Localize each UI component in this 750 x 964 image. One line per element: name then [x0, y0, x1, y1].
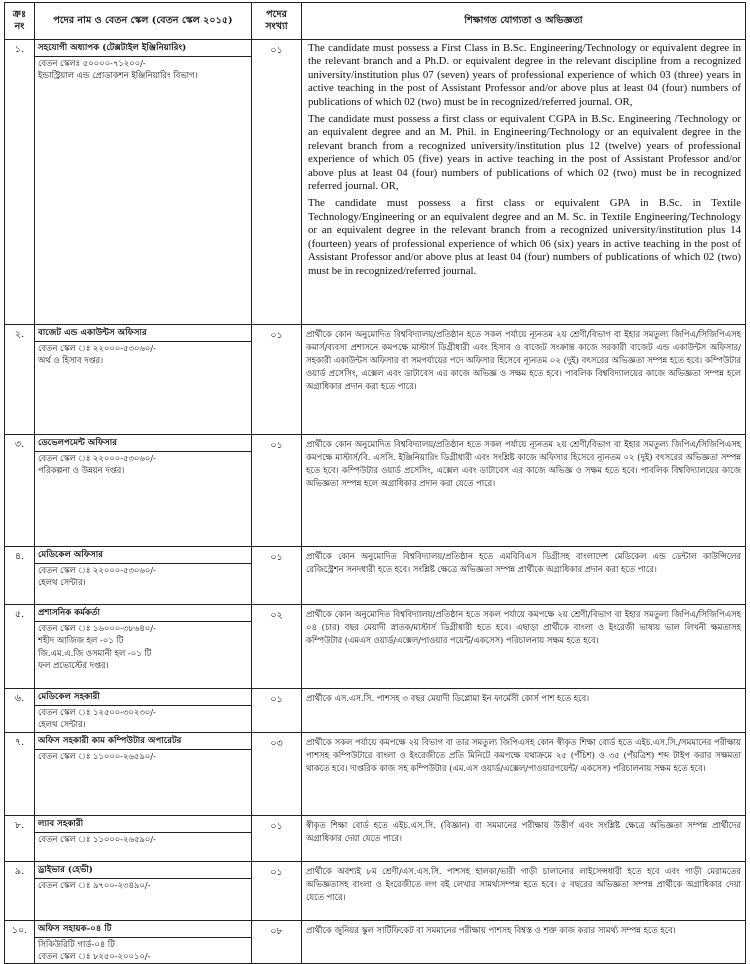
header-post-scale: পদের নাম ও বেতন স্কেল (বেতন স্কেল ২০১৫): [35, 3, 252, 40]
qualification-cell: [302, 40, 746, 325]
qualification-paragraph: প্রার্থীকে অবশ্যই ৮ম শ্রেণী/এস.এস.সি. পাশসহ হালকা/ভারী গাড়ী চালানোর লাইসেন্সধারী হতে হবে এবং গাড়ী মেরামতের অভিজ্ঞতাসহ বাংলা ও ইংরেজীতে লগ বই লেখার সামর্থ্যসম্পন্ন হতে হবে। ৫ বছরের অভিজ্ঞতা সম্পন্ন প্রার্থীকে অগ্রাধিকার দেয়া যেতে পারে।: [306, 866, 741, 902]
header-serial: ক্রঃ নং: [5, 3, 35, 40]
qualification-cell: [302, 733, 746, 816]
table-row: [5, 689, 746, 733]
table-row: [5, 547, 746, 605]
post-cell: [35, 816, 252, 862]
table-row: [5, 40, 746, 325]
qualification-paragraph: প্রার্থীকে এস.এস.সি. পাশসহ ৩ বছর মেয়াদী ডিপ্লোমা ইন ফার্মেসী কোর্স পাশ হতে হবে।: [306, 693, 590, 703]
qualification-paragraph: প্রার্থীকে সকল পর্যায়ে কমপক্ষে ২য় বিভাগ বা তার সমতুল্য জিপিএসহ কোন স্বীকৃত শিক্ষা বোর্ড হতে এইচ.এস.সি./সমমানের পরীক্ষায় পাশসহ কম্পিউটারে বাংলা ও ইংরেজীতে প্রতি মিনিটে কমপক্ষে যথাক্রমে ২৫ (পঁচিশ) ও ৩৫ (পঁয়ত্রিশ) শব্দ টাইপ করার সক্ষমতা থাকতে হবে। দাপ্তরিক কাজ সহ কম্পিউটার (এম.এস ওয়ার্ড/এক্সেল/পাওয়ারপয়েন্ট/ একসেস) পরিচালনায় সক্ষম হতে হবে।: [306, 737, 741, 773]
qualification-cell: [302, 862, 746, 921]
post-cell: [35, 547, 252, 605]
post-count: ০১: [252, 862, 302, 921]
post-cell: [35, 325, 252, 435]
post-count: ০১: [252, 689, 302, 733]
post-count: ০৮: [252, 921, 302, 964]
post-detail-line: বেতন স্কেল ঃ ৮২৫০-২০০১০/-: [38, 951, 151, 961]
qualification-paragraph: স্বীকৃত শিক্ষা বোর্ড হতে এইচ.এস.সি. (বিজ্ঞান) বা সমমানের পরীক্ষায় উত্তীর্ণ এবং সংশ্লিষ্ট ক্ষেত্রে অভিজ্ঞতা সম্পন্ন প্রার্থীদের অগ্রাধিকার দেয়া যেতে পারে।: [306, 820, 741, 843]
post-detail-line: ইন্ডাস্ট্রিয়াল এন্ড প্রোডাকশন ইঞ্জিনিয়ারিং বিভাগ।: [38, 70, 198, 80]
table-row: [5, 605, 746, 689]
post-detail-line: বেতন স্কেল ঃ ২২০০০-৫৩০৬০/-: [38, 564, 156, 575]
post-detail-line: ফল প্রভোস্টের দপ্তর।: [38, 660, 109, 670]
post-cell: [35, 862, 252, 921]
post-title: মেডিকেল অফিসার: [35, 549, 251, 564]
post-title: প্রশাসনিক কর্মকর্তা: [35, 607, 251, 622]
row-serial: ৫.: [5, 605, 35, 689]
post-detail-line: হেলথ সেন্টার।: [38, 719, 86, 729]
post-detail-line: শহীদ আজিজ হল -০১ টি: [38, 635, 124, 645]
qualification-cell: [302, 605, 746, 689]
job-circular-page: [4, 2, 745, 964]
post-count: ০১: [252, 547, 302, 605]
qualification-paragraph: The candidate must possess a first class or equivalent GPA in B.Sc. in Textile Technology/Engineering or an equivalent degree and an M. Sc. in Textile Engineering/Technology or an equivalent degree in the relevant branch from a recognized university/institution plus 14 (fourteen) years of professional experience of which 06 (six) years in active teaching in the post of Assistant Professor and/or above plus at least 04 (four) numbers of publications of which 02 (two) must be in recognized/referred journal.: [308, 197, 741, 277]
post-detail-line: সিকিউরিটি গার্ড-০৪ টি: [38, 938, 115, 949]
post-detail-line: বেতন স্কেল ঃ ৯৭০০-২৩৪৯০/-: [38, 879, 151, 890]
post-cell: [35, 40, 252, 325]
row-serial: ৬.: [5, 689, 35, 733]
qualification-paragraph: The candidate must possess a First Class in B.Sc. Engineering/Technology or equivalent degree in the relevant branch and a Ph.D. or equivalent degree in the relevant discipline from a recognized university/institution plus 07 (seven) years of professional experience of which 03 (three) years in active teaching in the post of Assistant Professor and/or above plus at least 04 (four) numbers of publications of which 02 (two) must be in recognized/referred journal. OR,: [308, 42, 741, 108]
post-count: ০২: [252, 605, 302, 689]
post-cell: [35, 605, 252, 689]
post-title: ডেভেলপমেন্ট অফিসার: [35, 437, 251, 452]
post-detail-line: বেতন স্কেল ঃ ১১০০০-২৬৫৯০/-: [38, 833, 156, 844]
qualification-paragraph: প্রার্থীকে কোন অনুমোদিত বিশ্ববিদ্যালয়/প্রতিষ্ঠান হতে সকল পর্যায়ে ন্যূনতম ২য় শ্রেণী/বিভাগ বা ইহার সমতুল্য জিপিএ/সিজিপিএসহ কমপক্ষে মাস্টার্স/বি. এসসি. ইঞ্জিনিয়ারিং ডিগ্রীধারী এবং সংশ্লিষ্ট কাজে অফিসার হিসেবে ন্যূনতম ০২ (দুই) বৎসরের অভিজ্ঞতা সম্পন্ন হতে হবে। কম্পিউটার ওয়ার্ড প্রসেসিং, এক্সেল এবং ডাটাবেস এর কাজে অভিজ্ঞ ও সক্ষম হতে হবে। পাবলিক বিশ্ববিদ্যালয়ের কাজে অভিজ্ঞতা সম্পন্ন হলে অগ্রাধিকার প্রদান করা যেতে পারে।: [306, 439, 741, 488]
post-count: ০১: [252, 435, 302, 547]
row-serial: ১.: [5, 40, 35, 325]
row-serial: ২.: [5, 325, 35, 435]
table-body: [5, 40, 746, 964]
header-count: পদের সংখ্যা: [252, 3, 302, 40]
post-title: বাজেট এন্ড একাউন্টস অফিসার: [35, 327, 251, 342]
post-count: ০১: [252, 816, 302, 862]
row-serial: ৯.: [5, 862, 35, 921]
qualification-cell: [302, 435, 746, 547]
qualification-cell: [302, 325, 746, 435]
post-cell: [35, 921, 252, 964]
qualification-paragraph: প্রার্থীকে জুনিয়র স্কুল সার্টিফিকেট বা সমমানের পরীক্ষায় পাশসহ বিশ্বস্ত ও শক্ত কাজ করার সামর্থ্য সম্পন্ন হতে হবে।: [306, 925, 676, 935]
qualification-paragraph: The candidate must possess a first class or equivalent CGPA in B.Sc. Engineering /Technology or an equivalent degree and an M. Phil. in Engineering/Technology or an equivalent degree in the relevant branch from a recognized university/institution plus 12 (twelve) years of professional experience of which 05 (five) years in active teaching in the post of Assistant Professor and/or above plus at least 04 (four) numbers of publications of which 02 (two) must be in recognized referred journal. OR,: [308, 113, 741, 193]
row-serial: ৪.: [5, 547, 35, 605]
post-detail-line: বেতন স্কেল ঃ ১১০০০-২৬৫৯০/-: [38, 750, 156, 761]
qualification-cell: [302, 921, 746, 964]
post-detail-line: হেলথ সেন্টার।: [38, 577, 86, 587]
row-serial: ৮.: [5, 816, 35, 862]
row-serial: ৩.: [5, 435, 35, 547]
qualification-cell: [302, 689, 746, 733]
post-detail-line: বেতন স্কেল ঃ ১২৫০০-৩০২৩০/-: [38, 706, 156, 717]
post-cell: [35, 689, 252, 733]
job-circular-table: [4, 2, 746, 964]
row-serial: ১০.: [5, 921, 35, 964]
post-title: অফিস সহায়ক-০৪ টি: [35, 923, 251, 938]
table-row: [5, 862, 746, 921]
post-count: ০১: [252, 325, 302, 435]
table-row: [5, 816, 746, 862]
post-detail-line: পরিকল্পনা ও উন্নয়ন দপ্তর।: [38, 465, 125, 475]
table-row: [5, 733, 746, 816]
header-qualification: শিক্ষাগত যোগ্যতা ও অভিজ্ঞতা: [302, 3, 746, 40]
table-row: [5, 921, 746, 964]
post-detail-line: বেতন স্কেলঃ ৫০০০০-৭১২০০/-: [38, 57, 146, 68]
post-detail-line: জি.এম.এ.জি ওসমানী হল -০১ টি: [38, 647, 152, 658]
post-detail-line: বেতন স্কেল ঃ ১৬০০০-৩৮৬৪০/-: [38, 622, 156, 633]
post-title: ল্যাব সহকারী: [35, 818, 251, 833]
post-detail-line: বেতন স্কেল ঃ ২২০০০-৫৩০৬০/-: [38, 342, 156, 353]
row-serial: ৭.: [5, 733, 35, 816]
post-title: ড্রাইভার (হেভী): [35, 864, 251, 879]
header-row: [5, 3, 746, 40]
qualification-paragraph: প্রার্থীকে কোন অনুমোদিত বিশ্ববিদ্যালয়/প্রতিষ্ঠান হতে এমবিবিএস ডিগ্রীসহ বাংলাদেশ মেডিকেল এন্ড ডেন্টাল কাউন্সিলের রেজিস্ট্রেশন সনদধারী হতে হবে। সংশ্লিষ্ট ক্ষেত্রে অভিজ্ঞতা সম্পন্ন প্রার্থীকে অগ্রাধিকার প্রদান করা হতে পারে।: [306, 551, 741, 574]
qualification-cell: [302, 816, 746, 862]
table-row: [5, 435, 746, 547]
post-count: ০১: [252, 40, 302, 325]
table-row: [5, 325, 746, 435]
post-cell: [35, 733, 252, 816]
post-title: সহযোগী অধ্যাপক (টেক্সটাইল ইঞ্জিনিয়ারিং): [35, 42, 251, 57]
post-detail-line: অর্থ ও হিসাব দপ্তর।: [38, 355, 104, 365]
qualification-cell: [302, 547, 746, 605]
qualification-paragraph: প্রার্থীকে কোন অনুমোদিত বিশ্ববিদ্যালয়/প্রতিষ্ঠান হতে সকল পর্যায়ে ন্যূনতম ২য় শ্রেণী/বিভাগ বা ইহার সমতুল্য জিপিএ/সিজিপিএসহ কমার্স/ব্যবসা প্রশাসনে কমপক্ষে মাস্টার্স ডিগ্রীধারী এবং হিসাব ও বাজেট সংক্রান্ত কাজে সরকারী বাজেট এন্ড একাউন্টস অফিসার/ সহকারী একাউন্টস অফিসার বা সমপর্যায়ের পদে অফিসার হিসেবে ন্যূনতম ০২ (দুই) বৎসরের অভিজ্ঞতা সম্পন্ন হতে হবে। কম্পিউটার ওয়ার্ড প্রসেসিং, এক্সেল এবং ডাটাবেস এর কাজে অভিজ্ঞ ও সক্ষম হতে হবে। পাবলিক বিশ্ববিদ্যালয়ের কাজে অভিজ্ঞতা সম্পন্ন হলে অগ্রাধিকার প্রদান করা হতে পারে।: [306, 329, 741, 391]
post-cell: [35, 435, 252, 547]
post-title: অফিস সহকারী কাম কম্পিউটার অপারেটর: [35, 735, 251, 750]
post-count: ০৩: [252, 733, 302, 816]
qualification-paragraph: প্রার্থীকে কোন অনুমোদিত বিশ্ববিদ্যালয়/প্রতিষ্ঠান হতে সকল পর্যায়ে কমপক্ষে ২য় শ্রেণী/বিভাগ বা ইহার সমতুল্য জিপিএ/সিজিপিএসহ ০৪ (চার) বছর মেয়াদী স্নাতক/মাস্টার্স ডিগ্রীধারী হতে হবে। এছাড়া প্রার্থীকে বাংলা ও ইংরেজী ভাষায় ভাল লিখনী ক্ষমতাসহ কম্পিউটার (এমএস ওয়ার্ড/এক্সেল/পাওয়ার পয়েন্ট/একসেস) পরিচালনায় সক্ষম হতে হবে।: [306, 609, 741, 645]
post-detail-line: বেতন স্কেল ঃ ২২০০০-৫৩০৬০/-: [38, 452, 156, 463]
post-title: মেডিকেল সহকারী: [35, 691, 251, 706]
